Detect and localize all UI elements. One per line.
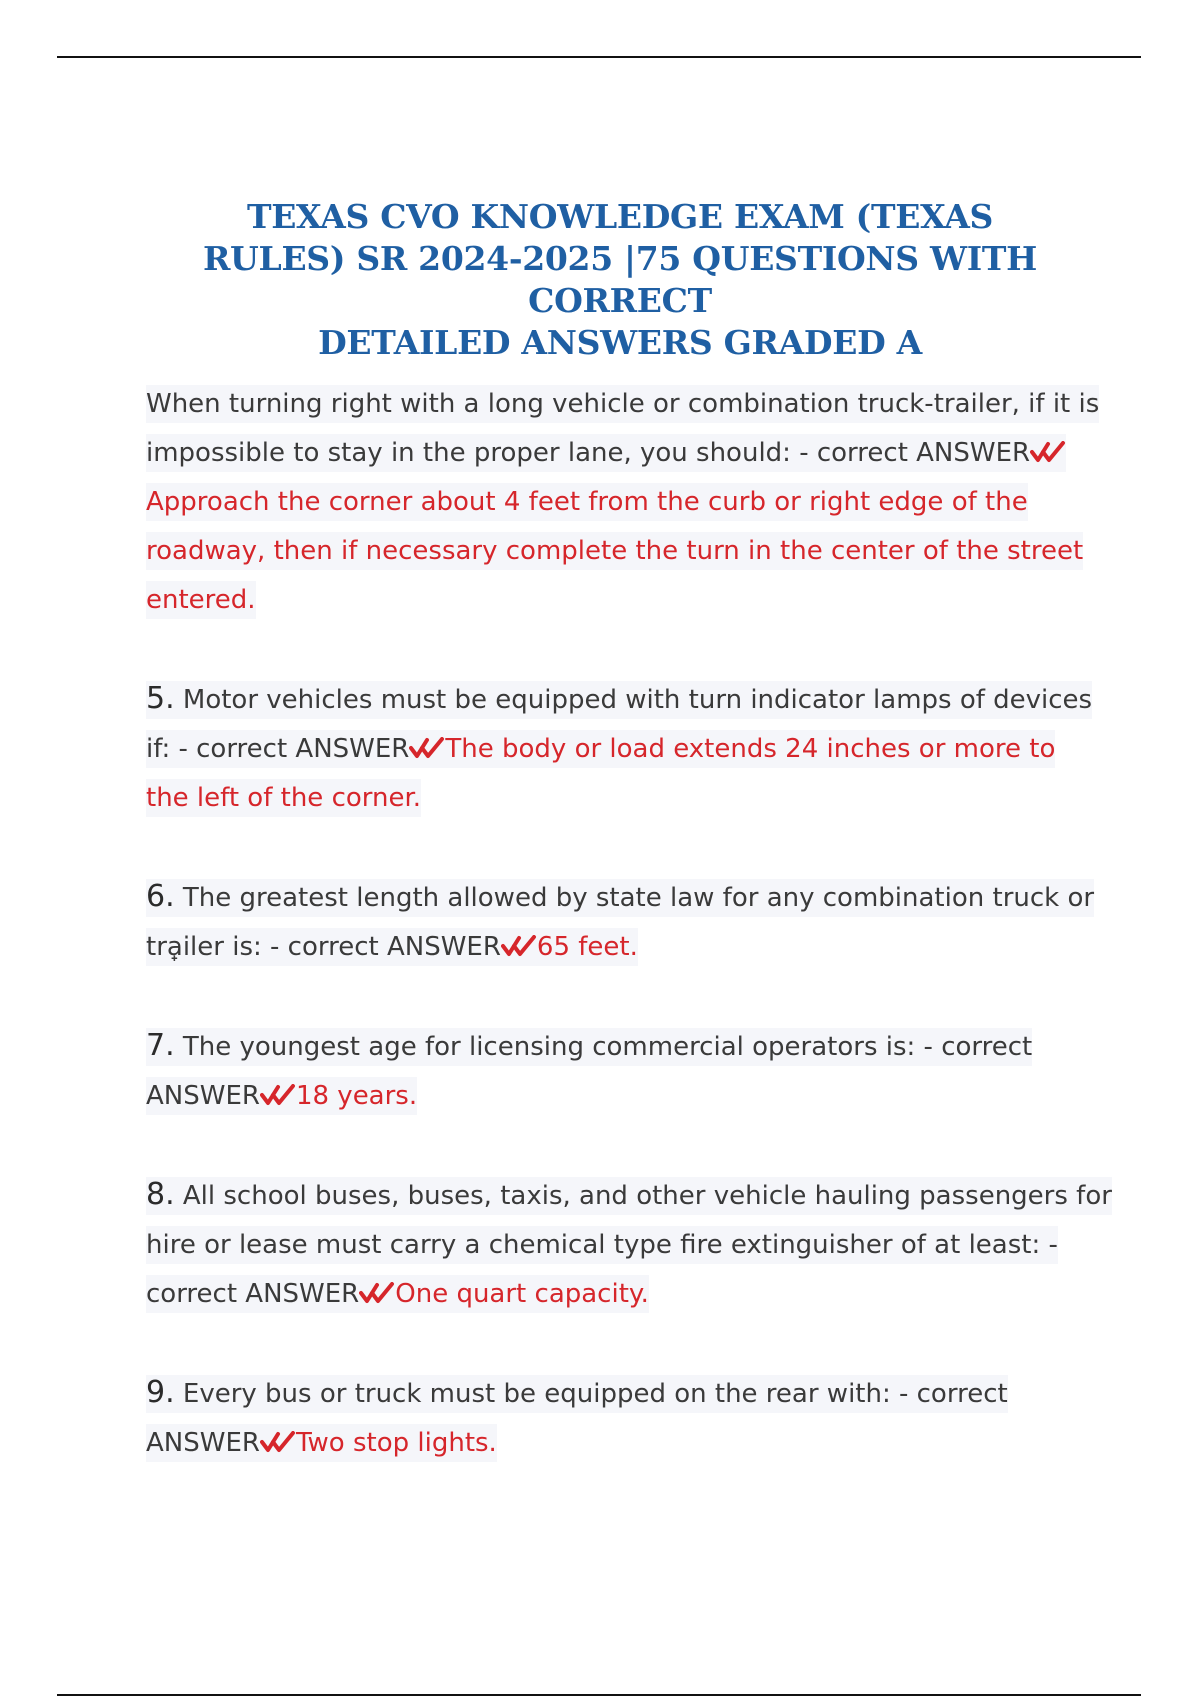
text-line — [146, 1419, 1066, 1468]
answer-text: roadway, then if necessary complete the turn in the center of the street — [146, 536, 1084, 566]
title-line: RULES) SR 2024-2025 |75 QUESTIONS WITH CORRECT — [202, 239, 1038, 321]
answer-text: Approach the corner about 4 feet from the curb or right edge of the — [146, 487, 1028, 517]
answer-text: The body or load extends 24 inches or more to — [445, 734, 1056, 764]
text-line — [146, 725, 1066, 774]
text-line — [146, 1072, 1066, 1121]
question-number: 5. — [146, 681, 175, 716]
question-text: tra̟iler is: - correct ANSWER — [146, 932, 501, 962]
double-check-icon — [260, 1084, 296, 1106]
question-text: ANSWER — [146, 1428, 260, 1458]
line-highlight — [146, 779, 421, 817]
line-highlight — [146, 1077, 417, 1115]
question-text: Motor vehicles must be equipped with turn indicator lamps of devices — [174, 685, 1093, 715]
question-text: correct ANSWER — [146, 1279, 360, 1309]
text-line — [146, 1021, 1066, 1072]
question-item — [146, 872, 1095, 972]
line-highlight — [146, 1226, 1058, 1264]
answer-text: One quart capacity. — [395, 1279, 649, 1309]
line-highlight — [146, 1424, 497, 1462]
question-text: When turning right with a long vehicle or combination truck-trailer, if it is — [146, 389, 1100, 419]
question-text: hire or lease must carry a chemical type fire extinguisher of at least: - — [146, 1230, 1058, 1260]
text-line — [146, 576, 1066, 625]
question-number: 8. — [146, 1177, 175, 1212]
double-check-icon — [501, 935, 537, 957]
title-line: DETAILED ANSWERS GRADED A — [318, 323, 922, 363]
line-highlight — [146, 581, 256, 619]
answer-text: the left of the corner. — [146, 783, 422, 813]
question-item — [146, 1368, 1066, 1468]
bottom-rule — [57, 1694, 1141, 1696]
text-line — [146, 1270, 1066, 1319]
question-text: The greatest length allowed by state law for any combination truck or — [174, 883, 1095, 913]
line-highlight — [146, 532, 1083, 570]
line-highlight — [146, 1028, 1032, 1066]
answer-text: Two stop lights. — [295, 1428, 497, 1458]
text-line — [146, 1368, 1066, 1419]
text-line — [146, 1221, 1066, 1270]
line-highlight — [146, 681, 1092, 719]
text-line — [146, 478, 1066, 527]
question-item — [146, 674, 1093, 823]
line-highlight — [146, 730, 1055, 768]
line-highlight — [146, 1177, 1112, 1215]
top-rule — [57, 56, 1141, 58]
question-text: ANSWER — [146, 1081, 260, 1111]
document-title — [130, 196, 1110, 364]
double-check-icon — [260, 1431, 296, 1453]
text-line — [146, 527, 1084, 576]
line-highlight — [146, 483, 1028, 521]
line-highlight — [146, 1375, 1008, 1413]
text-line — [146, 674, 1093, 725]
line-highlight — [146, 434, 1066, 472]
answer-text: 18 years. — [295, 1081, 418, 1111]
line-highlight — [146, 879, 1094, 917]
answer-text: 65 feet. — [536, 932, 638, 962]
question-item — [146, 1170, 1112, 1319]
answer-text: entered. — [146, 585, 256, 615]
text-line — [146, 1170, 1112, 1221]
line-highlight — [146, 1275, 649, 1313]
question-item — [146, 1021, 1066, 1121]
title-line: TEXAS CVO KNOWLEDGE EXAM (TEXAS — [246, 197, 994, 237]
double-check-icon — [409, 737, 445, 759]
double-check-icon — [1030, 441, 1066, 463]
line-highlight — [146, 385, 1099, 423]
question-text: impossible to stay in the proper lane, you should: - correct ANSWER — [146, 438, 1031, 468]
text-line — [146, 429, 1066, 478]
line-highlight — [146, 928, 638, 966]
question-text: All school buses, buses, taxis, and other vehicle hauling passengers for — [174, 1181, 1112, 1211]
question-text: if: - correct ANSWER — [146, 734, 410, 764]
question-text: The youngest age for licensing commercial operators is: - correct — [174, 1032, 1033, 1062]
text-line — [146, 380, 1100, 429]
question-number: 9. — [146, 1375, 175, 1410]
question-number: 7. — [146, 1028, 175, 1063]
double-check-icon — [359, 1282, 395, 1304]
question-list — [146, 380, 1112, 1468]
text-line — [146, 774, 1066, 823]
question-number: 6. — [146, 879, 175, 914]
question-text: Every bus or truck must be equipped on the rear with: - correct — [174, 1379, 1008, 1409]
question-item — [146, 380, 1100, 625]
text-line — [146, 872, 1095, 923]
text-line — [146, 923, 1066, 972]
